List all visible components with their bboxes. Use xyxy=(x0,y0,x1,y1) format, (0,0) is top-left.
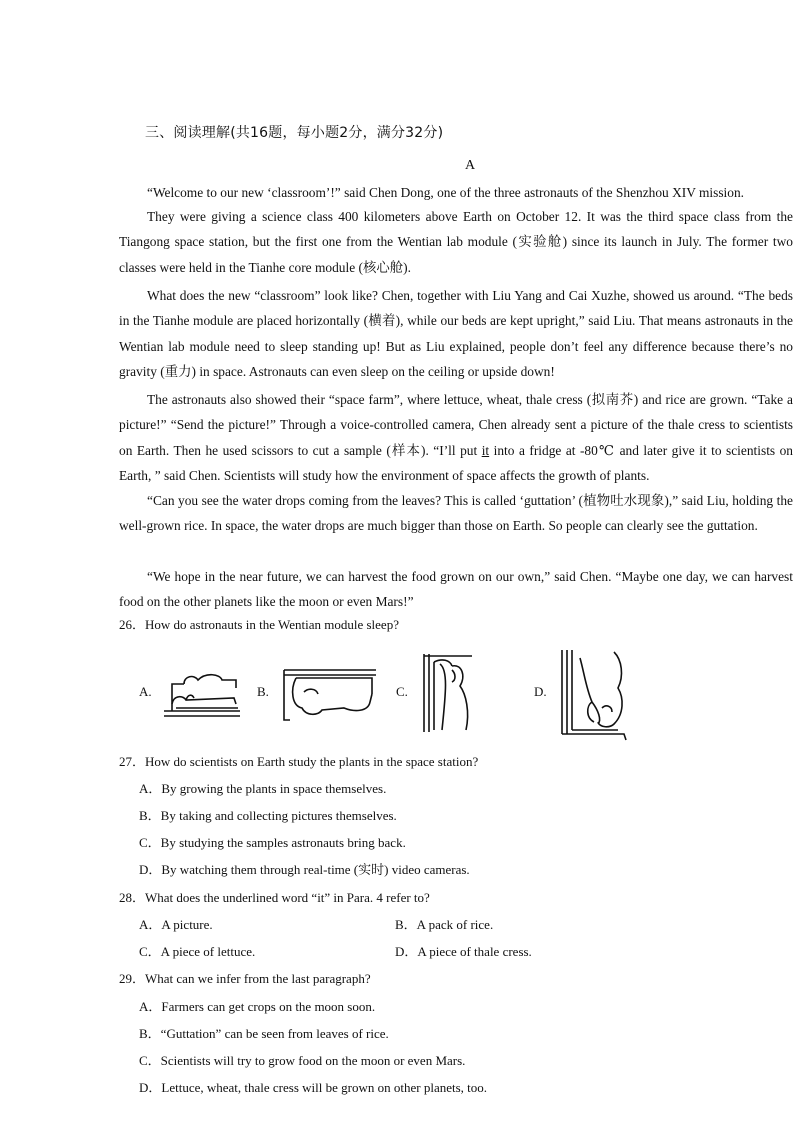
section-title: 三、阅读理解(共16题，每小题2分，满分32分) xyxy=(145,125,444,141)
upside-down-upright-figure-d xyxy=(558,648,628,742)
upside-down-bed-sleeping-figure-b xyxy=(282,666,378,724)
horizontal-bed-sleeping-figure-a xyxy=(162,664,242,724)
q29-option-d: D．Lettuce, wheat, thale cress will be grown on other planets, too. xyxy=(139,1080,488,1095)
paragraph-4-text: The astronauts also showed their “space farm”, where lettuce, wheat, thale cress (拟南芥) and rice are grown. “Take a picture!” “Send the picture!” Through a voice-controlled camera, Chen already sent a picture of the thale cress to scientists on Earth. Then he used scissors to cut a sample (样本). “I’ll put xyxy=(119,392,793,458)
q28-option-d: D．A piece of thale cress. xyxy=(395,944,532,959)
paragraph-3: What does the new “classroom” look like? Chen, together with Liu Yang and Cai Xuzhe, showed us around. “The beds in the Tianhe module are placed horizontally (横着), while our beds are kept upright,” said Liu. That means astronauts in the Wentian lab module need to sleep standing up! But as Liu explained, people don’t feel any difference because there’s no gravity (重力) in space. Astronauts can even sleep on the ceiling or upside down! xyxy=(119,288,793,379)
q26-option-c-label: C. xyxy=(396,684,408,699)
q27-option-b: B．By taking and collecting pictures themselves. xyxy=(139,808,397,823)
q27-option-d: D．By watching them through real-time (实时) video cameras. xyxy=(139,862,470,877)
q27-option-a: A．By growing the plants in space themselves. xyxy=(139,781,387,796)
q26-option-d-label: D. xyxy=(534,684,547,699)
question-28-stem: 28．What does the underlined word “it” in Para. 4 refer to? xyxy=(119,890,430,905)
q26-option-a-label: A. xyxy=(139,684,152,699)
q28-option-c: C．A piece of lettuce. xyxy=(139,944,256,959)
question-26-stem: 26．How do astronauts in the Wentian module sleep? xyxy=(119,617,399,632)
q27-option-c: C．By studying the samples astronauts bring back. xyxy=(139,835,406,850)
paragraph-6: “We hope in the near future, we can harvest the food grown on our own,” said Chen. “Maybe one day, we can harvest food on the other planets like the moon or even Mars!” xyxy=(119,569,793,610)
paragraph-4-rest: into a fridge at -80℃ and later give it to scientists on Earth, ” said Chen. Scientists will study how the environment of space affects the growth of plants. xyxy=(119,442,793,483)
paragraph-5: “Can you see the water drops coming from the leaves? This is called ‘guttation’ (植物吐水现象),” said Liu, holding the well-grown rice. In space, the water drops are much bigger than those on Earth. So people can clearly see the guttation. xyxy=(119,493,793,534)
paragraph-2: They were giving a science class 400 kilometers above Earth on October 12. It was the third space class from the Tiangong space station, but the first one from the Wentian lab module (实验舱) since its launch in July. The former two classes were held in the Tianhe core module (核心舱). xyxy=(119,209,793,275)
question-27-stem: 27．How do scientists on Earth study the plants in the space station? xyxy=(119,754,479,769)
question-29-stem: 29．What can we infer from the last paragraph? xyxy=(119,971,371,986)
paragraph-1: “Welcome to our new ‘classroom’!” said Chen Dong, one of the three astronauts of the Shenzhou XIV mission. xyxy=(147,185,745,200)
paragraph-4 xyxy=(119,387,793,488)
passage-label: A xyxy=(464,158,476,173)
q29-option-c: C．Scientists will try to grow food on the moon or even Mars. xyxy=(139,1053,466,1068)
upright-bed-sleeping-figure-c xyxy=(420,652,476,734)
q28-option-a: A．A picture. xyxy=(139,917,213,932)
q29-option-b: B．“Guttation” can be seen from leaves of rice. xyxy=(139,1026,389,1041)
q29-option-a: A．Farmers can get crops on the moon soon. xyxy=(139,999,376,1014)
q26-option-b-label: B. xyxy=(257,684,269,699)
underlined-word-it: it xyxy=(481,442,490,458)
q28-option-b: B．A pack of rice. xyxy=(395,917,494,932)
